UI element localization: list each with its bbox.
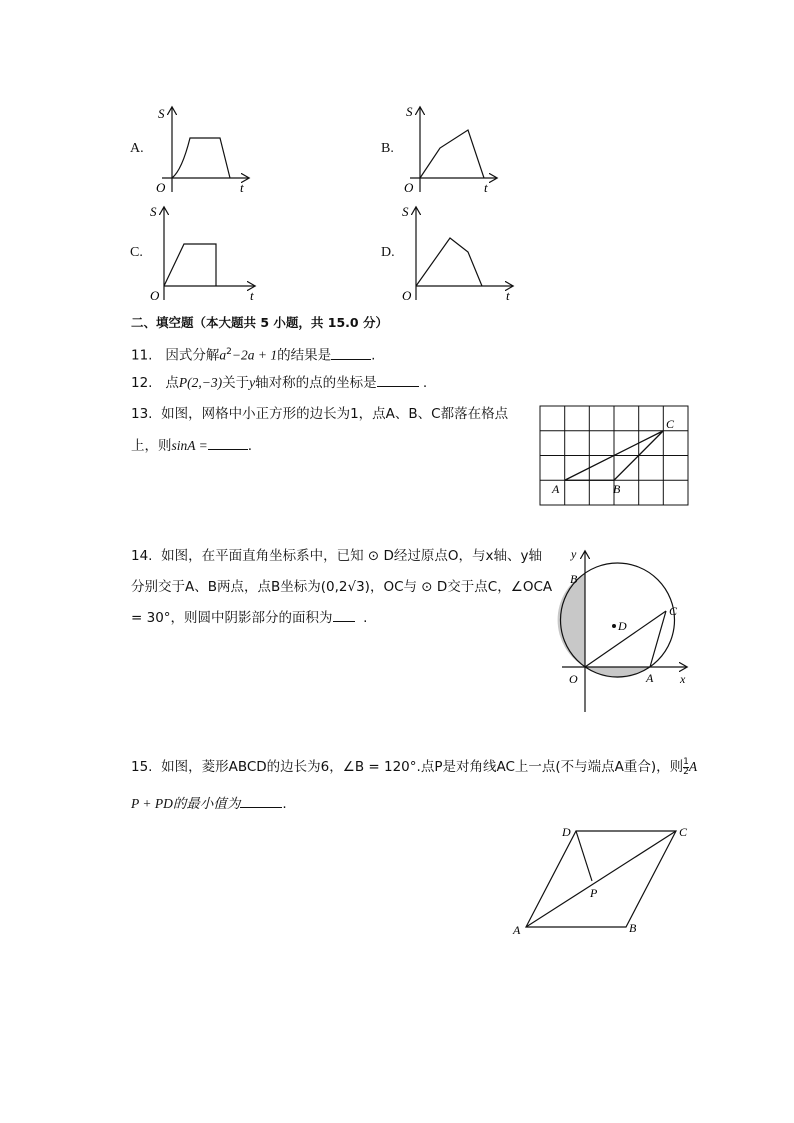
q12-mid: 关于 [222, 375, 250, 391]
question-15-line1 [131, 757, 697, 777]
q15-rhombus-figure [510, 820, 698, 940]
choice-b-t: t [484, 180, 488, 195]
q14-end: . [363, 610, 368, 626]
q13-label-b: B [613, 482, 621, 496]
q11-number: 11. [131, 347, 153, 364]
q14-label-x: x [680, 672, 686, 686]
q15-label-a: A [513, 923, 521, 937]
choice-b-o: O [404, 180, 414, 195]
q14-line3: = 30°，则圆中阴影部分的面积为 [131, 610, 333, 626]
choice-c-s: S [150, 204, 157, 219]
choice-d-s: S [402, 204, 409, 219]
q13-end: . [247, 438, 253, 454]
question-14-line2: 分别交于A、B两点，点B坐标为(0,2√3)，OC与 ⊙ D交于点C，∠OCA [131, 579, 553, 595]
q14-circle-figure [552, 542, 694, 714]
question-13-line2 [131, 436, 252, 456]
choice-c-curve [164, 244, 216, 286]
q12-pre: 点 [165, 375, 179, 391]
q13-line1: 如图，网格中小正方形的边长为1，点A、B、C都落在格点 [161, 406, 509, 422]
question-14-line3 [131, 608, 367, 628]
choice-b-curve [420, 130, 484, 178]
q11-post: 的结果是 [277, 347, 332, 364]
q12-end: . [422, 375, 428, 391]
choice-a-o: O [156, 180, 166, 195]
section-title: 二、填空题（本大题共 5 小题，共 15.0 分） [131, 315, 388, 330]
choice-c-o: O [150, 288, 160, 302]
q14-number: 14. [131, 548, 153, 564]
q15-label-p: P [590, 886, 598, 900]
q14-label-d: D [618, 619, 627, 633]
question-13-line1 [131, 404, 508, 424]
q13-blank[interactable] [208, 436, 248, 450]
q11-expr: −2a + 1 [231, 347, 278, 363]
choice-a-curve [172, 138, 230, 178]
q14-line1: 如图，在平面直角坐标系中，已知 ⊙ D经过原点O，与x轴、y轴 [161, 548, 542, 564]
q14-label-o: O [569, 672, 578, 686]
question-14-line1 [131, 546, 542, 566]
q15-line1: 如图，菱形ABCD的边长为6，∠B = 120°.点P是对角线AC上一点(不与端点A重合)，则 [161, 759, 684, 775]
q12-number: 12. [131, 375, 153, 391]
q13-line2-pre: 上，则 [131, 438, 172, 454]
q15-label-d: D [562, 825, 571, 839]
q14-label-b: B [570, 572, 578, 586]
choice-d-letter: D. [381, 245, 395, 260]
q13-label-a: A [552, 482, 560, 496]
choice-a-graph [150, 100, 260, 195]
q15-line2: P + PD的最小值为 [131, 796, 241, 811]
q13-expr: sinA = [171, 438, 208, 453]
question-12 [131, 373, 427, 393]
q14-blank[interactable] [333, 608, 355, 622]
q14-label-a: A [646, 671, 654, 685]
q11-pre: 因式分解 [165, 347, 220, 364]
question-15-line2 [131, 794, 287, 814]
choice-d-curve [416, 238, 482, 286]
choice-d-t: t [506, 288, 510, 302]
choice-a-s: S [158, 106, 165, 121]
q11-var: a [219, 347, 227, 363]
q14-center-dot [612, 624, 616, 628]
choice-c-graph [142, 202, 262, 302]
q12-post: 轴对称的点的坐标是 [255, 375, 377, 391]
q13-label-c: C [666, 417, 675, 431]
q15-number: 15. [131, 759, 153, 775]
choice-a-letter: A. [130, 141, 144, 156]
q13-number: 13. [131, 406, 153, 422]
q12-blank[interactable] [377, 373, 419, 387]
q14-label-c: C [669, 604, 678, 618]
choice-b-graph [398, 100, 508, 195]
q11-blank[interactable] [331, 346, 371, 360]
choice-a-t: t [240, 180, 244, 195]
q12-point: P(2,−3) [178, 375, 223, 390]
q15-line1-tail: A [688, 759, 698, 774]
q15-frac-num: 1 [683, 756, 689, 767]
q15-end: . [282, 796, 287, 812]
q15-frac-den: 2 [683, 766, 689, 777]
q15-blank[interactable] [240, 794, 282, 808]
question-11: 11. 因式分解$a^2-2a + 1$的结果是 . [131, 347, 376, 364]
choice-d-graph [394, 202, 519, 302]
q15-label-b: B [629, 921, 637, 935]
q11-end: . [371, 347, 376, 364]
q14-label-y: y [571, 547, 577, 561]
choice-b-s: S [406, 104, 413, 119]
choice-d-o: O [402, 288, 412, 302]
q13-grid-figure [537, 404, 692, 508]
choice-c-t: t [250, 288, 254, 302]
choice-c-letter: C. [130, 245, 143, 260]
choice-b-letter: B. [381, 141, 394, 156]
q12-axis: y [249, 375, 256, 390]
q15-label-c: C [679, 825, 688, 839]
